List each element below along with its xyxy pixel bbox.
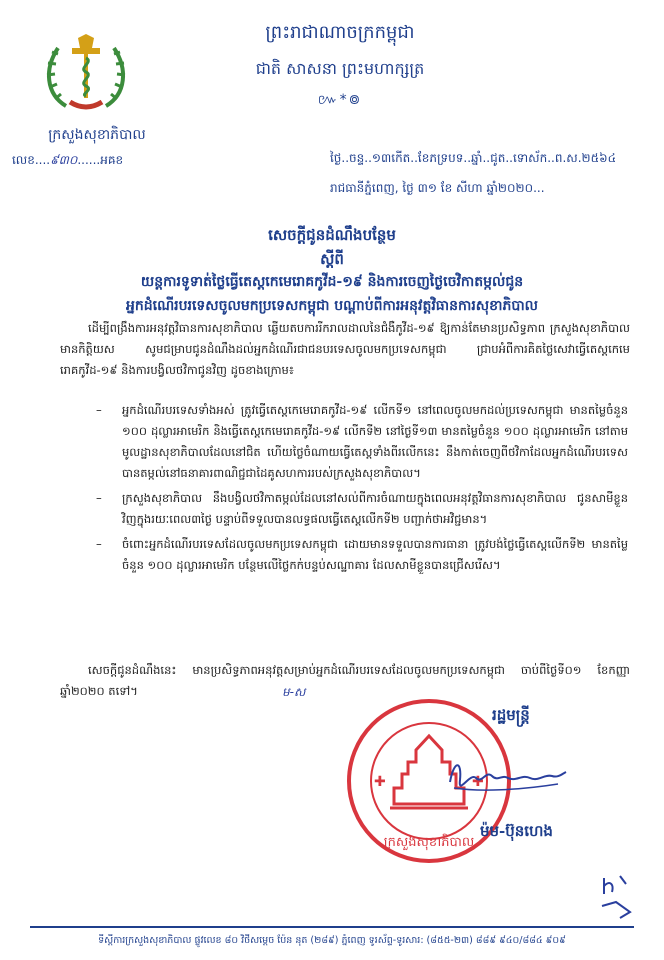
kingdom-heading: ព្រះរាជាណាចក្រកម្ពុជា [265, 22, 415, 43]
doc-subject-line-1: យន្តការទូទាត់ថ្លៃធ្វើតេស្តកេមេរោគកូវីដ-១៩ និងការចេញថ្ងៃចេវិកាតម្កល់ជូន [140, 274, 524, 290]
handwritten-note: ម-ស [282, 685, 306, 699]
doc-subject-line-2: អ្នកដំណើរបរទេសចូលមកប្រទេសកម្ពុជា បណ្តាប់ពីការអនុវត្តវិធានការសុខាភិបាល [125, 298, 539, 314]
footer-divider [30, 926, 634, 928]
lunar-date: ថ្ងៃ..ចន្ទ..១៣កើត..ខែភទ្របទ..ឆ្នាំ..ជូត..ទោស័ក..ព.ស.២៥៦៤ [330, 151, 617, 165]
svg-text:✚: ✚ [472, 774, 484, 790]
bullet-item: – ចំពោះអ្នកដំណើរបរទេសដែលចូលមកប្រទេសកម្ពុជា ដោយមានទទួលបានការធានា ត្រូវបង់ថ្លៃធ្វើតេស្តលើកទី២ មានតម្លៃចំនួន ១០០ ដុល្លារអាមេរិក បន្ថែមលើថ្លៃកក់បន្ទប់សណ្ឋាគារ ដែលសាមីខ្លួនបានជ្រើសរើស។ [88, 534, 628, 576]
doc-title: សេចក្តីជូនដំណឹងបន្ថែម [268, 226, 396, 244]
seal-text: ក្រសួងសុខាភិបាល [383, 835, 475, 850]
signatory-title: រដ្ឋមន្ត្រី [492, 706, 530, 724]
closing-paragraph: សេចក្តីជូនដំណឹងនេះ មានប្រសិទ្ធភាពអនុវត្តសម្រាប់អ្នកដំណើរបរទេសដែលចូលមកប្រទេសកម្ពុជា ចាប់ពីថ្ងៃទី០១ ខែកញ្ញា ឆ្នាំ២០២០ តទៅ។ [60, 663, 630, 698]
bullet-item: – ក្រសួងសុខាភិបាល នឹងបង្វិលថវិកាតម្កល់ដែលនៅសល់ពីការចំណាយក្នុងពេលអនុវត្តវិធានការសុខាភិបាល ជូនសាមីខ្លួនវិញក្នុងរយៈពេល៣ថ្ងៃ បន្ទាប់ពីទទួលបានលទ្ធផលធ្វើតេស្តលើកទី២ បញ្ជាក់ថាអវិជ្ជមាន។ [88, 488, 628, 530]
footer-address: ទីស្តីការក្រសួងសុខាភិបាល ផ្លូវលេខ ៨០ វិថីសម្តេច ប៉ែន នុត (២៨៩) ភ្នំពេញ ទូរស័ព្ទ-ទូរសារ: (៨៥៥-២៣) ៨៨៩ ៩៤០/៨៨៤ ៩០៩ [98, 935, 566, 946]
reference-number [12, 152, 123, 170]
ornament: ៚*៙ [317, 92, 363, 108]
handwritten-signature [440, 752, 570, 802]
ministry-logo [36, 34, 136, 114]
intro-paragraph: ដើម្បីពង្រឹងការអនុវត្តវិធានការសុខាភិបាល ឆ្លើយតបការរីករាលដាលនៃជំងឺកូវីដ-១៩ ឱ្យកាន់តែមានប្រសិទ្ធភាព ក្រសួងសុខាភិបាល មានកិត្តិយស សូមជម្រាបជូនដំណឹងដល់អ្នកដំណើរជាជនបរទេសចូលមកប្រទេសកម្ពុជា ជ្រាបអំពីការគិតថ្លៃសេវាធ្វើតេស្តកេមេរោគកូវីដ-១៩ និងការបង្វិលថវិកាជូនវិញ ដូចខាងក្រោម៖ [60, 321, 630, 377]
handwritten-initials [596, 872, 636, 922]
ref-handwritten: ៩៣០ [50, 153, 78, 167]
logo-crown [78, 34, 94, 48]
solar-date: រាជធានីភ្នំពេញ, ថ្ងៃ ៣១ ខែ សីហា ឆ្នាំ២០២០... [330, 181, 545, 195]
national-motto: ជាតិ សាសនា ព្រះមហាក្សត្រ [255, 59, 425, 78]
svg-text:✚: ✚ [374, 774, 386, 790]
ref-prefix: លេខ.... [12, 153, 51, 167]
ref-suffix: ......អឝខ [77, 153, 124, 167]
bullet-list [88, 400, 628, 580]
ministry-name: ក្រសួងសុខាភិបាល [48, 127, 146, 143]
doc-subject-label: ស្តីពី [320, 250, 344, 268]
signatory-name: ម៉ម-ប៊ុនហេង [480, 822, 553, 840]
bullet-item: – អ្នកដំណើរបរទេសទាំងអស់ ត្រូវធ្វើតេស្តកេមេរោគកូវីដ-១៩ លើកទី១ នៅពេលចូលមកដល់ប្រទេសកម្ពុជា មានតម្លៃចំនួន ១០០ ដុល្លារអាមេរិក និងធ្វើតេស្តកេមេរោគកូវីដ-១៩ លើកទី២ នៅថ្ងៃទី១៣ មានតម្លៃចំនួន ១០០ ដុល្លារអាមេរិក នៅតាមមូលដ្ឋានសុខាភិបាលដែលនៅជិត ហើយថ្លៃចំណាយធ្វើតេស្តទាំងពីរលើកនេះ នឹងកាត់ចេញពីថវិកាដែលអ្នកដំណើរបរទេសបានតម្កល់នៅធនាគារពាណិជ្ជជាដៃគូសហការរបស់ក្រសួងសុខាភិបាល។ [88, 400, 628, 484]
